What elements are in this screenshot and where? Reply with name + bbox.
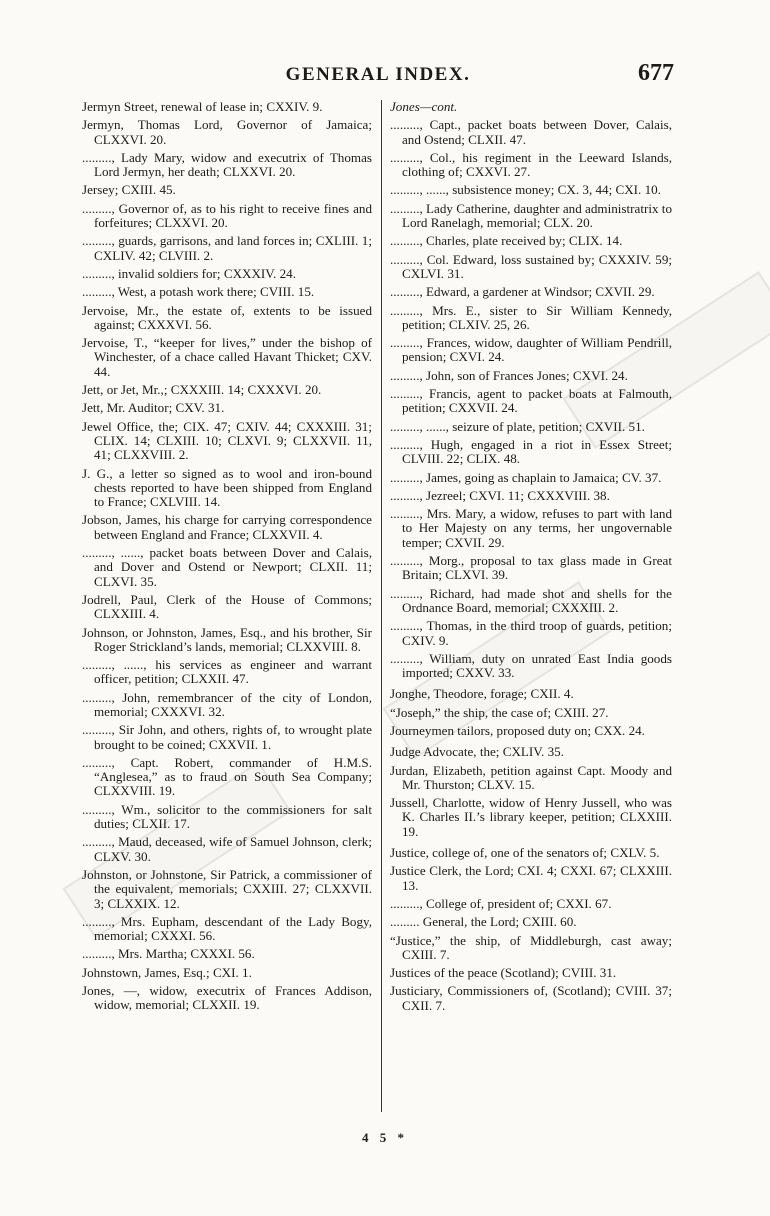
index-entry: Johnston, or Johnstone, Sir Patrick, a commissioner of the equivalent, memorials; CXXIII. 27; CLXXVII. 3; CLXXIX. 12. (82, 866, 372, 911)
left-index-column (82, 100, 372, 1017)
index-entry: Jersey; CXIII. 45. (82, 182, 176, 198)
index-entry: “Joseph,” the ship, the case of; CXIII. 27. (390, 704, 609, 720)
index-entry: Jermyn, Thomas Lord, Governor of Jamaica; CLXXVI. 20. (82, 117, 372, 147)
index-entry: ........., John, remembrancer of the city of London, memorial; CXXXVI. 32. (82, 689, 372, 719)
index-entry: ........., Mrs. E., sister to Sir William Kennedy, petition; CLXIV. 25, 26. (390, 302, 672, 332)
page-number: 677 (638, 60, 674, 86)
index-entry: ........., College of, president of; CXXI. 67. (390, 895, 612, 911)
index-entry: Judge Advocate, the; CXLIV. 35. (390, 744, 564, 760)
index-entry: ........., Edward, a gardener at Windsor; CXVII. 29. (390, 284, 655, 300)
signature-mark: 4 5 * (362, 1130, 408, 1145)
index-entry: Jussell, Charlotte, widow of Henry Jussell, who was K. Charles II.’s library keeper, petition; CLXXIII. 19. (390, 795, 672, 839)
index-entry: ........., Mrs. Eupham, descendant of the Lady Bogy, memorial; CXXXI. 56. (82, 913, 372, 944)
index-entry: ........., Wm., solicitor to the commissioners for salt duties; CLXII. 17. (82, 801, 372, 832)
index-entry: ........., ......, his services as engineer and warrant officer, petition; CLXXII. 47. (82, 657, 372, 687)
column-divider (381, 100, 382, 1112)
index-entry: Jett, Mr. Auditor; CXV. 31. (82, 400, 225, 416)
index-entry: ........., ......, seizure of plate, petition; CXVII. 51. (390, 418, 645, 434)
index-entry: ........., Hugh, engaged in a riot in Essex Street; CLVIII. 22; CLIX. 48. (390, 436, 672, 467)
index-entry: ........., William, duty on unrated East India goods imported; CXXV. 33. (390, 650, 672, 681)
index-entry: Jurdan, Elizabeth, petition against Capt. Moody and Mr. Thurston; CLXV. 15. (390, 762, 672, 792)
index-entry: ......... General, the Lord; CXIII. 60. (390, 914, 577, 930)
index-entry: Johnstown, James, Esq.; CXI. 1. (82, 964, 252, 980)
index-entry: ........., Richard, had made shot and shells for the Ordnance Board, memorial; CXXXIII. 2. (390, 585, 672, 615)
index-entry: ........., guards, garrisons, and land forces in; CXLIII. 1; CXLIV. 42; CLVIII. 2. (82, 233, 372, 263)
index-entry: ........., Mrs. Martha; CXXXI. 56. (82, 946, 255, 962)
index-entry: ........., Col., his regiment in the Leeward Islands, clothing of; CXXVI. 27. (390, 149, 672, 180)
index-entry: Jervoise, T., “keeper for lives,” under the bishop of Winchester, of a chace called Havant Thicket; CXV. 44. (82, 335, 372, 379)
index-entry: ........., Mrs. Mary, a widow, refuses to part with land to Her Majesty on any terms, her ungovernable temper; CXVII. 29. (390, 506, 672, 550)
index-entry: “Justice,” the ship, of Middleburgh, cast away; CXIII. 7. (390, 932, 672, 962)
index-entry: Jonghe, Theodore, forage; CXII. 4. (390, 686, 574, 702)
index-entry: ........., West, a potash work there; CVIII. 15. (82, 284, 315, 300)
index-entry: ........., Morg., proposal to tax glass made in Great Britain; CLXVI. 39. (390, 553, 672, 583)
index-entry: Jett, or Jet, Mr.,; CXXXIII. 14; CXXXVI. 20. (82, 382, 322, 398)
index-entry: ........., Lady Mary, widow and executrix of Thomas Lord Jermyn, her death; CLXXVI. 20. (82, 149, 372, 180)
index-entry: ........., John, son of Frances Jones; CXVI. 24. (390, 367, 628, 383)
page-title: GENERAL INDEX. (285, 64, 471, 85)
index-entry: ........., Capt. Robert, commander of H.M.S. “Anglesea,” as to fraud on South Sea Company; CLXXVIII. 19. (82, 754, 372, 799)
index-entry: Justices of the peace (Scotland); CVIII. 31. (390, 965, 617, 981)
index-entry: ........., James, going as chaplain to Jamaica; CV. 37. (390, 469, 662, 485)
continuation-label: Jones—cont. (390, 99, 458, 114)
index-entry: Journeymen tailors, proposed duty on; CXX. 24. (390, 722, 645, 738)
index-entry: J. G., a letter so signed as to wool and iron-bound chests reported to have been shipped from England to France; CXLVIII. 14. (82, 465, 372, 510)
right-index-column (390, 100, 672, 1017)
index-entry: ........., Francis, agent to packet boats at Falmouth, petition; CXXVII. 24. (390, 386, 672, 416)
index-entry: ........., ......, subsistence money; CX. 3, 44; CXI. 10. (390, 182, 661, 198)
index-entry: ........., Lady Catherine, daughter and administratrix to Lord Ranelagh, memorial; CLX. 20. (390, 200, 672, 231)
index-entry: Jervoise, Mr., the estate of, extents to be issued against; CXXXVI. 56. (82, 302, 372, 332)
index-entry: Jodrell, Paul, Clerk of the House of Commons; CLXXIII. 4. (82, 591, 372, 622)
index-entry: Jewel Office, the; CIX. 47; CXIV. 44; CXXXIII. 31; CLIX. 14; CLXIII. 10; CLXVI. 9; CLXXVII. 11, 41; CLXXVIII. 2. (82, 418, 372, 463)
continuation-heading (390, 100, 672, 114)
index-entry: ........., Charles, plate received by; CLIX. 14. (390, 233, 623, 249)
index-entry: ........., Col. Edward, loss sustained by; CXXXIV. 59; CXLVI. 31. (390, 251, 672, 281)
index-entry: ........., Thomas, in the third troop of guards, petition; CXIV. 9. (390, 618, 672, 648)
index-entry: ........., Capt., packet boats between Dover, Calais, and Ostend; CLXII. 47. (390, 117, 672, 147)
index-entry: Jobson, James, his charge for carrying correspondence between England and France; CLXXVII. 4. (82, 512, 372, 542)
index-entry: ........., ......, packet boats between Dover and Calais, and Dover and Ostend or Newport; CLXII. 11; CLXVI. 35. (82, 545, 372, 589)
index-entry: Johnson, or Johnston, James, Esq., and his brother, Sir Roger Strickland’s lands, memorial; CLXXVIII. 8. (82, 624, 372, 654)
index-entry: Justiciary, Commissioners of, (Scotland); CVIII. 37; CXII. 7. (390, 983, 672, 1013)
index-entry: ........., Maud, deceased, wife of Samuel Johnson, clerk; CLXV. 30. (82, 834, 372, 864)
index-entry: ........., Sir John, and others, rights of, to wrought plate brought to be coined; CXXVII. 1. (82, 722, 372, 752)
index-entry: ........., Frances, widow, daughter of William Pendrill, pension; CXVI. 24. (390, 335, 672, 365)
index-entry: Jones, —, widow, executrix of Frances Addison, widow, memorial; CLXXII. 19. (82, 983, 372, 1013)
right-index-entries (390, 118, 672, 1013)
index-entry: Jermyn Street, renewal of lease in; CXXIV. 9. (82, 99, 323, 114)
index-entry: ........., invalid soldiers for; CXXXIV. 24. (82, 265, 296, 281)
index-entry: ........., Governor of, as to his right to receive fines and forfeitures; CLXXVI. 20. (82, 200, 372, 231)
page-header (82, 58, 674, 90)
index-entry: Justice, college of, one of the senators of; CXLV. 5. (390, 845, 660, 861)
index-entry: ........., Jezreel; CXVI. 11; CXXXVIII. 38. (390, 487, 610, 503)
index-entry: Justice Clerk, the Lord; CXI. 4; CXXI. 67; CLXXIII. 13. (390, 863, 672, 893)
